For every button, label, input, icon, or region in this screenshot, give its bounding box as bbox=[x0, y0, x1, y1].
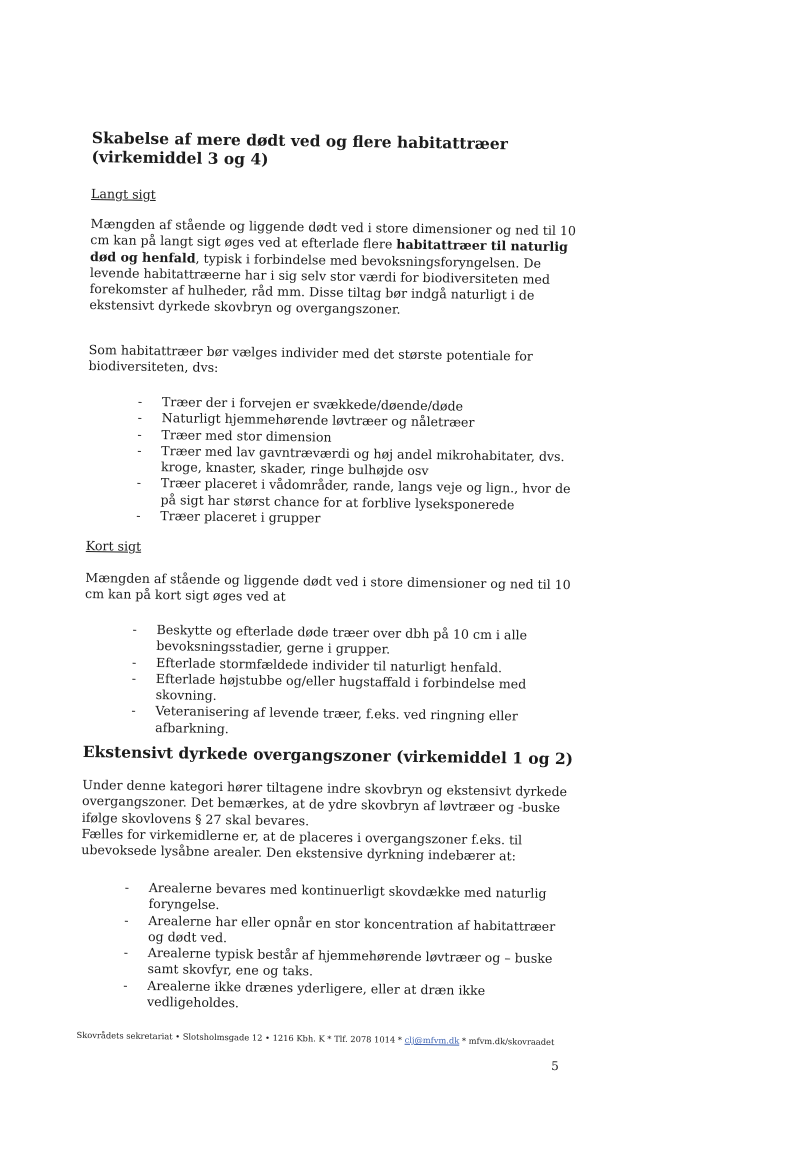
list-item: - Beskytte og efterlade døde træer over dbh på 10 cm i alle bevoksningsstadier, gerne i grupper. bbox=[132, 621, 528, 657]
list-item: - Træer placeret i grupper bbox=[136, 507, 321, 526]
footer-website: * mfvm.dk/skovraadet bbox=[459, 1035, 555, 1047]
list-item: - Træer med lav gavntræværdi og høj andel mikrohabitater, dvs. kroge, knaster, skader, ringe bulhøjde osv bbox=[137, 442, 565, 479]
footer-email-link[interactable]: clj@mfvm.dk bbox=[404, 1034, 460, 1046]
list-dash: - bbox=[131, 703, 136, 719]
list-item: - Arealerne har eller opnår en stor koncentration af habitattræer og dødt ved. bbox=[124, 912, 556, 946]
list-dash: - bbox=[123, 977, 128, 993]
short-term-list-wrap bbox=[131, 621, 577, 742]
list-dash: - bbox=[137, 410, 143, 426]
list-item: - Træer placeret i vådområder, rande, langs veje og lign., hvor de på sigt har størst chance for at forblive lyseksponerede bbox=[136, 475, 571, 513]
list-dash: - bbox=[136, 475, 142, 491]
list-dash: - bbox=[132, 621, 137, 637]
section-heading bbox=[91, 128, 582, 173]
heading-dead-wood: Skabelse af mere dødt ved og flere habitattræer (virkemiddel 3 og 4) bbox=[91, 128, 508, 169]
list-item: - Arealerne typisk består af hjemmehørende løvtræer og – buske samt skovfyr, ene og taks. bbox=[123, 944, 553, 979]
list-dash: - bbox=[124, 879, 130, 895]
label-short-term: Kort sigt bbox=[85, 537, 142, 554]
category-text: Under denne kategori hører tiltagene indre skovbryn og ekstensivt dyrkede overgangszoner. Det bemærkes, at de ydre skovbryn af løvtræer og -buske ifølge skovlovens § 27 skal bevares. bbox=[81, 776, 568, 828]
list-item: - Arealerne ikke drænes yderligere, eller at dræn ikke vedligeholdes. bbox=[123, 977, 486, 1011]
label-long-term-wrap bbox=[91, 183, 587, 209]
list-item: - Arealerne bevares med kontinuerligt skovdække med naturlig foryngelse. bbox=[124, 879, 547, 913]
list-item: - Veteranisering af levende træer, f.eks. ved ringning eller afbarkning. bbox=[131, 703, 518, 736]
cultivation-list-wrap bbox=[123, 879, 569, 1017]
long-term-text-bold: habitattræer til naturlig død og henfald bbox=[90, 236, 568, 266]
list-item: - Naturligt hjemmehørende løvtræer og nåletræer bbox=[137, 410, 475, 431]
paragraph-common bbox=[81, 826, 577, 866]
label-short-term-wrap bbox=[86, 535, 582, 561]
list-item: - Træer med stor dimension bbox=[137, 426, 332, 445]
list-dash: - bbox=[137, 393, 143, 409]
list-dash: - bbox=[131, 670, 137, 686]
list-dash: - bbox=[137, 426, 142, 442]
long-term-text-1: Mængden af stående og liggende dødt ved i store dimensioner og ned til 10 cm kan på langt sigt øges ved at efterlade flere bbox=[90, 216, 577, 252]
list-item: - Træer der i forvejen er svækkede/døende/døde bbox=[137, 393, 464, 414]
list-dash: - bbox=[136, 507, 141, 523]
paragraph-category bbox=[82, 777, 579, 833]
list-dash: - bbox=[124, 912, 129, 928]
paragraph-short-term bbox=[85, 570, 581, 610]
label-long-term: Langt sigt bbox=[90, 186, 156, 202]
paragraph-habitat-intro bbox=[88, 342, 584, 382]
habitat-intro-text: Som habitattræer bør vælges individer med det største potentiale for biodiversiteten, dvs: bbox=[88, 342, 533, 376]
list-item: - Efterlade højstubbe og/eller hugstaffald i forbindelse med skovning. bbox=[131, 670, 527, 704]
list-dash: - bbox=[137, 442, 142, 458]
short-term-list bbox=[131, 621, 577, 742]
footer-address: Skovrådets sekretariat • Slotsholmsgade 12 • 1216 Kbh. K * Tlf. 2078 1014 * bbox=[76, 1029, 405, 1045]
page-number: 5 bbox=[551, 1058, 559, 1074]
heading-transition-zones: Ekstensivt dyrkede overgangszoner (virkemiddel 1 og 2) bbox=[82, 741, 574, 769]
paragraph-long-term bbox=[89, 216, 586, 321]
list-dash: - bbox=[132, 654, 137, 670]
short-term-intro-text: Mængden af stående og liggende dødt ved i store dimensioner og ned til 10 cm kan på kort sigt øges ved at bbox=[85, 569, 571, 605]
list-item: - Efterlade stormfældede individer til naturligt henfald. bbox=[132, 654, 503, 675]
habitat-list-wrap bbox=[136, 393, 580, 531]
section-heading bbox=[83, 742, 583, 768]
footer bbox=[76, 1030, 556, 1048]
habitat-list bbox=[136, 393, 580, 531]
list-dash: - bbox=[123, 944, 129, 960]
cultivation-list bbox=[123, 879, 569, 1017]
common-text: Fælles for virkemidlerne er, at de placeres i overgangszoner f.eks. til ubevoksede lysåbne arealer. Den ekstensive dyrkning indebærer at: bbox=[81, 825, 523, 864]
long-term-text-2: , typisk i forbindelse med bevoksningsforyngelsen. De levende habitattræerne har i sig selv stor værdi for biodiversiteten med forekomster af hulheder, råd mm. Disse tiltag bør indgå naturligt i de ekstensivt dyrkede skovbryn og overgangszoner. bbox=[89, 250, 551, 318]
